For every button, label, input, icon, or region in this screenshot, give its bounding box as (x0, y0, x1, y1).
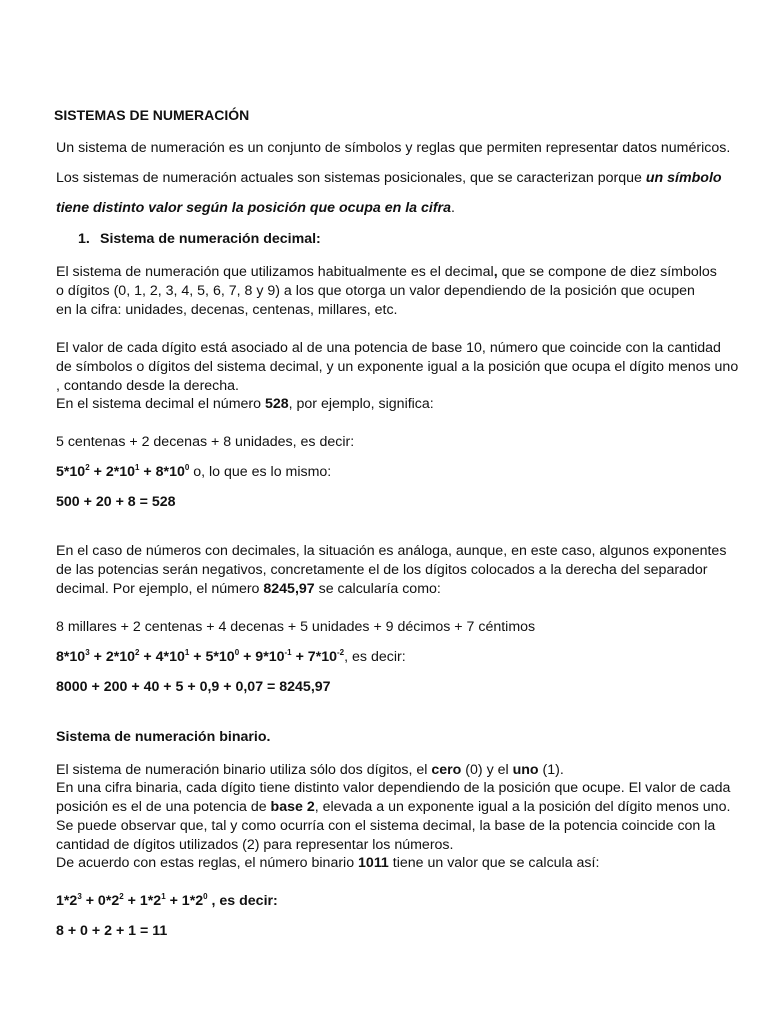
decimal-para3-line2: de las potencias serán negativos, concretamente el de los dígitos colocados a la derecha del separador (56, 562, 708, 578)
term: + 1*2 (123, 893, 162, 909)
exponent: -2 (337, 648, 345, 657)
exponent: 0 (234, 648, 240, 657)
term: + 1*2 (165, 893, 204, 909)
term: 5*10 (56, 464, 86, 480)
binary-para-line3 (56, 798, 730, 816)
intro-text: Los sistemas de numeración actuales son sistemas posicionales, que se caracterizan porque (56, 170, 646, 186)
term: + 9*10 (239, 649, 285, 665)
binary-para-line4: Se puede observar que, tal y como ocurría con el sistema decimal, la base de la potencia coincide con la (56, 818, 716, 834)
exponent: 0 (203, 892, 208, 901)
number-8245-97: 8245,97 (263, 581, 315, 597)
section2-heading: Sistema de numeración binario. (56, 729, 271, 745)
text-span: (0) y el (461, 762, 513, 778)
term: + 4*10 (139, 649, 185, 665)
section1-number: 1. (78, 231, 90, 247)
intro-emphasis-cont: tiene distinto valor según la posición que ocupa en la cifra (56, 200, 451, 216)
text-span: posición es el de una potencia de (56, 799, 271, 815)
text-span: que se compone de diez símbolos (497, 264, 717, 280)
word-uno: uno (512, 762, 539, 778)
exponent: 1 (161, 892, 166, 901)
formula-terms (56, 464, 189, 480)
intro-paragraph-2 (56, 169, 722, 187)
exponent: -1 (284, 648, 292, 657)
text-span: El sistema de numeración que utilizamos habitualmente es el decimal (56, 264, 494, 280)
decimal-para1-line1 (56, 263, 717, 281)
decimal-result-2: 8000 + 200 + 40 + 5 + 0,9 + 0,07 = 8245,97 (56, 679, 331, 695)
decimal-para1-line2: o dígitos (0, 1, 2, 3, 4, 5, 6, 7, 8 y 9) a los que otorga un valor dependiendo de la posición que ocupen (56, 283, 695, 299)
text-span: De acuerdo con estas reglas, el número binario (56, 855, 359, 871)
term: + 5*10 (189, 649, 235, 665)
word-cero: cero (431, 762, 462, 778)
text-span: , por ejemplo, significa: (288, 396, 434, 412)
formula-tail: , es decir: (344, 649, 406, 665)
exponent: 2 (135, 648, 140, 657)
number-1011: 1011 (358, 855, 389, 871)
decimal-para3-line1: En el caso de números con decimales, la situación es análoga, aunque, en este caso, algunos exponentes (56, 543, 727, 559)
term: 8*10 (56, 649, 86, 665)
text-span: decimal. Por ejemplo, el número (56, 581, 264, 597)
section1-heading-text: Sistema de numeración decimal: (100, 231, 321, 247)
term: + 7*10 (291, 649, 338, 665)
exponent: 0 (184, 463, 190, 472)
base-2: base 2 (270, 799, 315, 815)
document-title: SISTEMAS DE NUMERACIÓN (54, 107, 250, 123)
decimal-para2-line2: de símbolos o dígitos del sistema decimal, y un exponente igual a la posición que ocupa el dígito menos uno (56, 359, 739, 375)
exponent: 2 (119, 892, 124, 901)
term: + 2*10 (89, 649, 136, 665)
text-span: En el sistema decimal el número (56, 396, 265, 412)
decimal-example-2: 8 millares + 2 centenas + 4 decenas + 5 unidades + 9 décimos + 7 céntimos (56, 619, 536, 635)
exponent: 1 (184, 648, 190, 657)
text-span: , elevada a un exponente igual a la posición del dígito menos uno. (314, 799, 731, 815)
decimal-para2-line3: , contando desde la derecha. (56, 378, 239, 394)
binary-formula (56, 892, 278, 910)
section1-heading (78, 230, 321, 248)
exponent: 3 (85, 648, 90, 657)
decimal-para3-line3 (56, 580, 441, 598)
intro-paragraph-2-cont (56, 199, 455, 217)
term: + 2*10 (89, 464, 136, 480)
text-span: El sistema de numeración binario utiliza sólo dos dígitos, el (56, 762, 432, 778)
text-span: se calcularía como: (314, 581, 441, 597)
formula-tail: , es decir: (207, 893, 278, 909)
decimal-para1-line3: en la cifra: unidades, decenas, centenas, millares, etc. (56, 302, 398, 318)
intro-paragraph-1: Un sistema de numeración es un conjunto de símbolos y reglas que permiten representar datos numéricos. (56, 140, 731, 156)
bold-comma: , (493, 264, 498, 280)
intro-emphasis: un símbolo (645, 170, 722, 186)
decimal-formula-1 (56, 463, 331, 481)
text-span: tiene un valor que se calcula así: (388, 855, 600, 871)
decimal-para2-line1: El valor de cada dígito está asociado al de una potencia de base 10, número que coincide con la cantidad (56, 340, 721, 356)
binary-para-line5: cantidad de dígitos utilizados (2) para representar los números. (56, 837, 454, 853)
term: + 8*10 (139, 464, 185, 480)
decimal-formula-2 (56, 648, 406, 666)
term: + 0*2 (81, 893, 120, 909)
binary-para-line6 (56, 854, 599, 872)
decimal-example-1: 5 centenas + 2 decenas + 8 unidades, es decir: (56, 434, 355, 450)
term: 1*2 (56, 893, 78, 909)
binary-para-line2: En una cifra binaria, cada dígito tiene distinto valor dependiendo de la posición que ocupe. El valor de cada (56, 780, 731, 796)
exponent: 3 (77, 892, 82, 901)
decimal-para2-line4 (56, 395, 434, 413)
formula-terms (56, 649, 344, 665)
binary-result: 8 + 0 + 2 + 1 = 11 (56, 923, 168, 939)
intro-period: . (450, 200, 455, 216)
text-span: (1). (538, 762, 564, 778)
binary-para-line1 (56, 761, 564, 779)
exponent: 1 (135, 463, 140, 472)
formula-tail: o, lo que es lo mismo: (189, 464, 332, 480)
decimal-result-1: 500 + 20 + 8 = 528 (56, 494, 176, 510)
number-528: 528 (264, 396, 289, 412)
exponent: 2 (85, 463, 90, 472)
